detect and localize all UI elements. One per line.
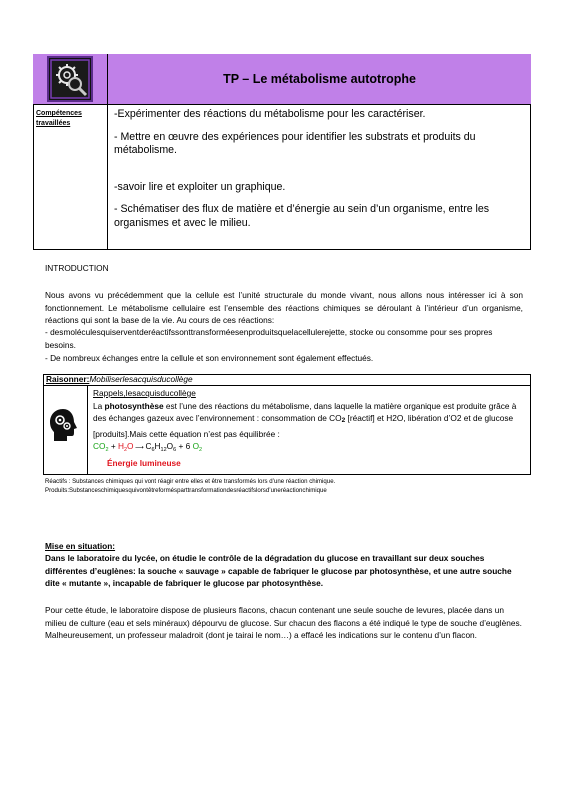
text-fragment: [réactif] et H2O, libération d’O2 et de glucose [produits].Mais cette équation n’est pas équilibrée : — [93, 413, 514, 439]
competence-item: - Schématiser des flux de matière et d’énergie au sein d’un organisme, entre les organismes et avec le milieu. — [114, 203, 490, 229]
intro-heading: INTRODUCTION — [45, 263, 109, 273]
eq-sub: 6 — [173, 447, 177, 453]
eq-co2: CO — [93, 441, 106, 451]
text-fragment: est l’une des réactions du métabolisme, dans laquelle la matière organique est produite grâce à des échanges gazeux avec l’environnement : consommation de CO — [93, 400, 517, 423]
logo-cell — [33, 54, 108, 105]
intro-paragraph: Nous avons vu précédemment que la cellule est l’unité structurale du monde vivant, nous allons nous intéresser ici à son fonctionnement. Le métabolisme cellulaire est l’ensemble des réactions chimiques se déroulant à l’intérieur d’un organisme, réactions qui sont la base de la vie. Au cours de ces réactions: — [45, 290, 523, 326]
eq-plus: + — [108, 441, 118, 451]
intro-bullet: - De nombreux échanges entre la cellule et son environnement sont également effectués. — [45, 353, 374, 363]
eq-sub: 12 — [160, 447, 167, 453]
competences-label: Compétences travaillées — [33, 105, 108, 250]
rappels-title: Rappels,lesacquisducollège — [93, 388, 196, 398]
situation-paragraph: Pour cette étude, le laboratoire dispose de plusieurs flacons, chacun contenant une seule souche de levures, placée dans un milieu de culture (eau et sels minéraux) dépourvu de glucose. Sur chacun des flacons a été indiqué le type de souche d’euglènes. Malheureusement, un professeur maladroit (dont je tairai le nom…) a effacé les indications sur le contenu d’un flacon. — [45, 605, 522, 641]
eq-o2: O — [192, 441, 200, 451]
equation — [93, 440, 525, 457]
competence-item: - Mettre en œuvre des expériences pour identifier les substrats et produits du métabolisme. — [114, 130, 476, 156]
definition-produits: Produits:Substanceschimiquesquivontêtreformésparttransformationdesréactifslorsd’uneréactionchimique — [45, 487, 327, 494]
raisonner-icon-cell — [43, 386, 88, 475]
eq-sub: 6 — [151, 447, 155, 453]
eq-h2o: H — [117, 441, 124, 451]
raisonner-subtitle: Mobiliserlesacquisducollège — [89, 374, 193, 384]
photosynthese-term: photosynthèse — [104, 400, 164, 411]
competence-item: -savoir lire et exploiter un graphique. — [114, 180, 286, 193]
energy-label: Énergie lumineuse — [107, 457, 181, 468]
competence-item: -Expérimenter des réactions du métabolisme pour les caractériser. — [114, 108, 426, 120]
text-fragment: La — [93, 400, 105, 411]
raisonner-label: Raisonner: — [46, 374, 90, 384]
eq-sub: 2 — [105, 447, 109, 453]
intro-bullet: - desmoléculesquiserventderéactifssonttransforméesenproduitsquelacellulerejette, stocke ou consomme pour ses propres besoins. — [45, 327, 493, 350]
competences-list — [114, 108, 526, 230]
raisonner-content — [93, 387, 525, 469]
eq-glucose-h: H — [154, 441, 161, 451]
page-title: TP – Le métabolisme autotrophe — [108, 54, 531, 105]
photosynthese-text: La photosynthèse est l’une des réactions du métabolisme, dans laquelle la matière organique est produite grâce à des échanges gazeux avec l’environnement : consommation de CO2 [réactif] et H2O, libération d’O2 et de glucose [produits].Mais cette équation n’est pas équilibrée : — [93, 400, 517, 439]
definitions — [45, 477, 527, 495]
raisonner-header — [43, 374, 531, 386]
eq-sub: 2 — [199, 447, 203, 453]
eq-h2o-o: O — [127, 441, 134, 451]
gears-magnifier-icon — [47, 56, 93, 102]
head-gears-icon — [49, 408, 79, 442]
situation-heading: Mise en situation: — [45, 541, 116, 551]
eq-sub: 2 — [123, 447, 128, 453]
eq-glucose-o: O — [166, 441, 174, 451]
eq-glucose: C — [145, 441, 152, 451]
eq-plus: + 6 — [176, 441, 193, 451]
situation-bold-paragraph: Dans le laboratoire du lycée, on étudie le contrôle de la dégradation du glucose en travaillant sur deux souches différentes d’euglènes: la souche « sauvage » capable de fabriquer le glucose par photosynthèse, et une autre souche dite « mutante », incapable de fabriquer le glucose par photosynthèse. — [45, 553, 512, 589]
eq-arrow: ⟶ — [133, 445, 146, 451]
definition-reactifs: Réactifs : Substances chimiques qui vont réagir entre elles et être transformés lors d’une réaction chimique. — [45, 478, 336, 485]
